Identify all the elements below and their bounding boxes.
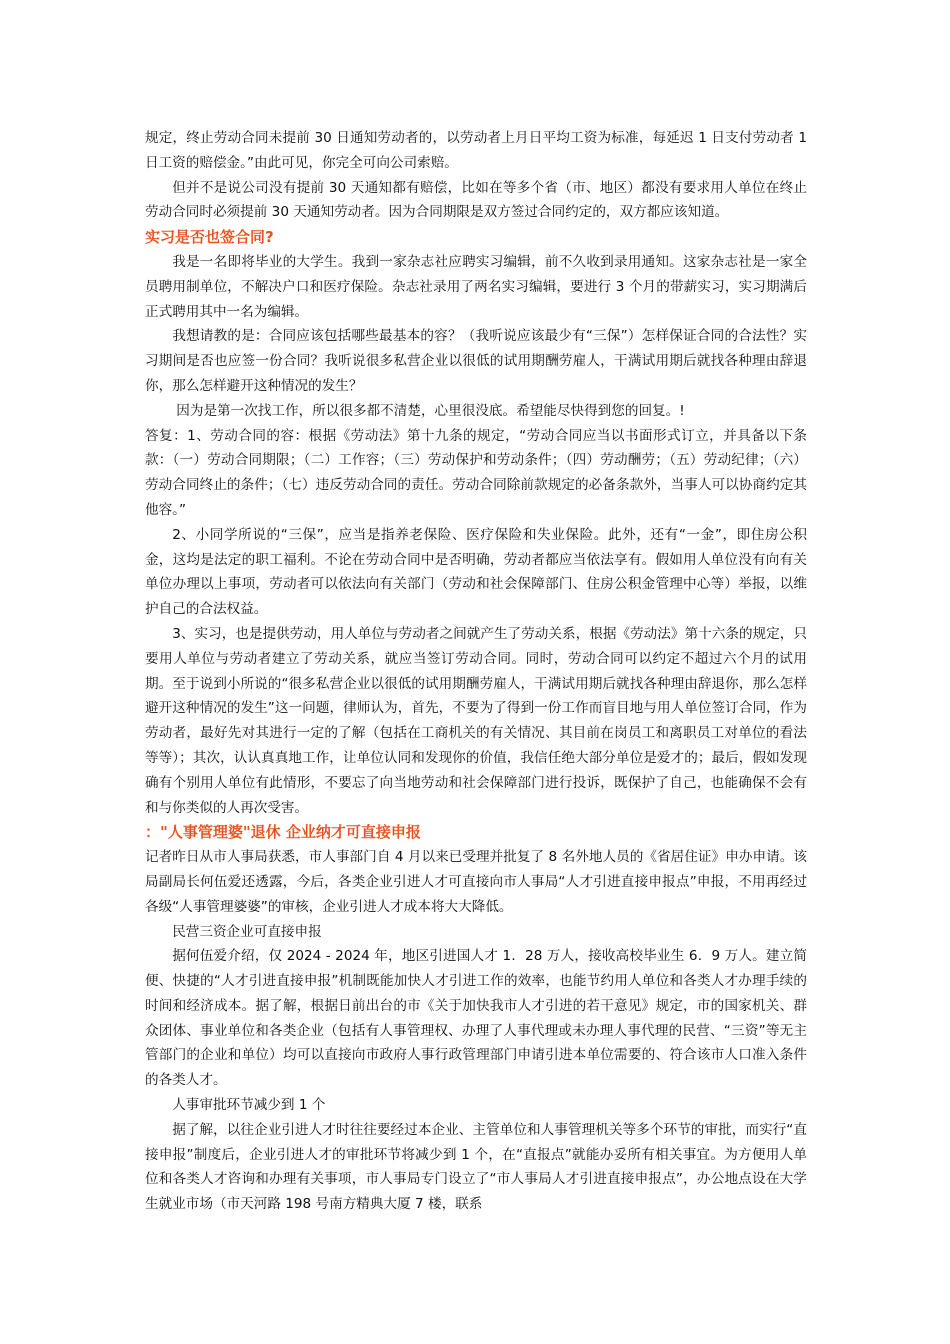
paragraph: 记者昨日从市人事局获悉，市人事部门自 4 月以来已受理并批复了 8 名外地人员的《省居住证》申办申请。该局副局长何伍爱还透露，今后，各类企业引进人才可直接向市人事局“人才引进直接申报点”申报，不用再经过各级“人事管理婆婆”的审核，企业引进人才成本将大大降低。	[145, 849, 807, 915]
section-heading: ："人事管理婆"退休 企业纳才可直接申报	[145, 823, 421, 842]
paragraph: 我想请教的是：合同应该包括哪些最基本的容？（我听说应该最少有“三保”）怎样保证合同的合法性？实习期间是否也应签一份合同？我听说很多私营企业以很低的试用期酬劳雇人，干满试用期后就找各种理由辞退你，那么怎样避开这种情况的发生？	[145, 328, 807, 394]
section-heading: 实习是否也签合同?	[145, 228, 274, 247]
paragraph: 我是一名即将毕业的大学生。我到一家杂志社应聘实习编辑，前不久收到录用通知。这家杂志社是一家全员聘用制单位，不解决户口和医疗保险。杂志社录用了两名实习编辑，要进行 3 个月的带薪实习，实习期满后正式聘用其中一名为编辑。	[145, 253, 807, 320]
paragraph: 答复：1、劳动合同的容：根据《劳动法》第十九条的规定，“劳动合同应当以书面形式订立，并具备以下条款：（一）劳动合同期限；（二）工作容；（三）劳动保护和劳动条件；（四）劳动酬劳；（五）劳动纪律；（六）劳动合同终止的条件；（七）违反劳动合同的责任。劳动合同除前款规定的必备条款外，当事人可以协商约定其他容。”	[145, 427, 807, 518]
paragraph: 2、小同学所说的“三保”，应当是指养老保险、医疗保险和失业保险。此外，还有“一金”，即住房公积金，这均是法定的职工福利。不论在劳动合同中是否明确，劳动者都应当依法享有。假如用人单位没有向有关单位办理以上事项，劳动者可以依法向有关部门（劳动和社会保障部门、住房公积金管理中心等）举报，以维护自己的合法权益。	[145, 526, 807, 618]
paragraph: 据了解，以往企业引进人才时往往要经过本企业、主管单位和人事管理机关等多个环节的审批，而实行“直接申报”制度后，企业引进人才的审批环节将减少到 1 个，在“直报点”就能办妥所有相关事宜。为方便用人单位和各类人才咨询和办理有关事项，市人事局专门设立了“市人事局人才引进直接申报点”，办公地点设在大学生就业市场（市天河路 198 号南方精典大厦 7 楼，联系	[145, 1121, 807, 1213]
paragraph: 因为是第一次找工作，所以很多都不清楚，心里很没底。希望能尽快得到您的回复。!	[176, 402, 685, 419]
paragraph: 规定，终止劳动合同未提前 30 日通知劳动者的，以劳动者上月日平均工资为标准，每延迟 1 日支付劳动者 1 日工资的赔偿金。”由此可见，你完全可向公司索赔。	[145, 130, 807, 171]
paragraph: 3、实习，也是提供劳动，用人单位与劳动者之间就产生了劳动关系，根据《劳动法》第十六条的规定，只要用人单位与劳动者建立了劳动关系，就应当签订劳动合同。同时，劳动合同可以约定不超过六个月的试用期。至于说到小所说的“很多私营企业以很低的试用期酬劳雇人，干满试用期后就找各种理由辞退你，那么怎样避开这种情况的发生”这一问题，律师认为，首先，不要为了得到一份工作而盲目地与用人单位签订合同，作为劳动者，最好先对其进行一定的了解（包括在工商机关的有关情况、其目前在岗员工和离职员工对单位的看法等等）；其次，认认真真地工作，让单位认同和发现你的价值，我信任绝大部分单位是爱才的；最后，假如发现确有个别用人单位有此情形，不要忘了向当地劳动和社会保障部门进行投诉，既保护了自己，也能确保不会有和与你类似的人再次受害。	[145, 625, 807, 816]
subheading: 人事审批环节减少到 1 个	[172, 1097, 326, 1114]
document-body	[145, 126, 807, 1217]
subheading: 民营三资企业可直接申报	[172, 923, 322, 940]
paragraph: 但并不是说公司没有提前 30 天通知都有赔偿，比如在等多个省（市、地区）都没有要求用人单位在终止劳动合同时必须提前 30 天通知劳动者。因为合同期限是双方签过合同约定的，双方都应该知道。	[145, 179, 807, 221]
paragraph: 据何伍爱介绍，仅 2024 - 2024 年，地区引进国人才 1．28 万人，接收高校毕业生 6．9 万人。建立简便、快捷的“人才引进直接申报”机制既能加快人才引进工作的效率，也能节约用人单位和各类人才办理手续的时间和经济成本。据了解，根据日前出台的市《关于加快我市人才引进的若干意见》规定，市的国家机关、群众团体、事业单位和各类企业（包括有人事管理权、办理了人事代理或未办理人事代理的民营、“三资”等无主管部门的企业和单位）均可以直接向市政府人事行政管理部门申请引进本单位需要的、符合该市人口准入条件的各类人才。	[145, 948, 807, 1089]
